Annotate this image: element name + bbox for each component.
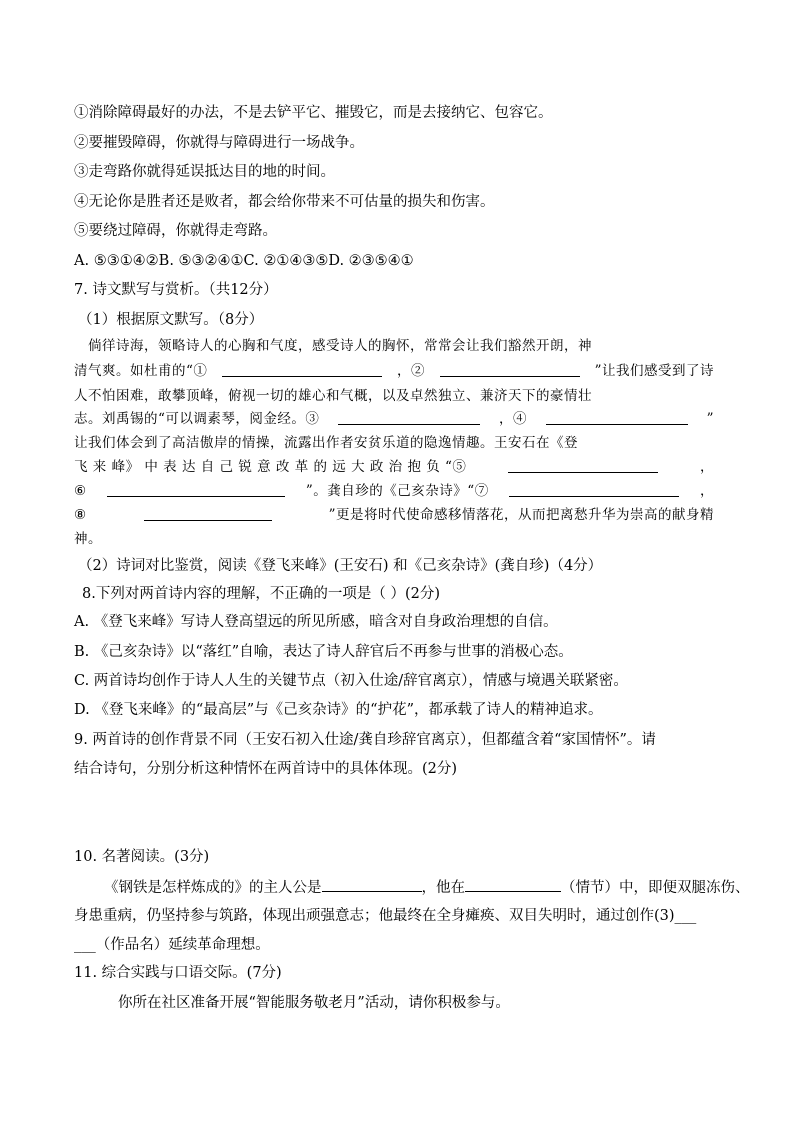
- passage-line-4: [74, 410, 714, 428]
- passage-text: ，④: [499, 411, 527, 427]
- item-1: ①消除障碍最好的办法，不是去铲平它、摧毁它，而是去接纳它、包容它。: [74, 105, 553, 121]
- passage-text: ”。龚自珍的《己亥杂诗》“⑦: [305, 483, 489, 499]
- passage-text: ⑥: [74, 483, 87, 499]
- q8-option-a: A. 《登飞来峰》写诗人登高望远的所见所感，暗含对自身政治理想的自信。: [74, 614, 558, 630]
- q10-line-1: [104, 877, 750, 897]
- q10-text: （情节）中，即便双腿冻伤、: [561, 880, 750, 896]
- q10-text: ，他在: [421, 880, 465, 896]
- q9-line-2: 结合诗句，分别分析这种情怀在两首诗中的具体体现。(2分): [74, 761, 458, 777]
- passage-line-7: [74, 482, 714, 500]
- q9-line-1: 9. 两首诗的创作背景不同（王安石初入仕途/龚自珍辞官离京），但都蕴含着“家国情怀”。请: [74, 732, 656, 748]
- q11-title: 11. 综合实践与口语交际。(7分): [74, 965, 282, 981]
- item-4: ④无论你是胜者还是败者，都会给你带来不可估量的损失和伤害。: [74, 194, 495, 210]
- q8-option-d: D. 《登飞来峰》的“最高层”与《己亥杂诗》的“护花”，都承载了诗人的精神追求。: [74, 702, 603, 718]
- answer-blank-3[interactable]: [338, 410, 480, 425]
- passage-line-2: [74, 362, 714, 380]
- passage-text: ”: [706, 411, 714, 427]
- passage-text: ”让我们感受到了诗: [594, 363, 714, 379]
- passage-text: ，: [700, 459, 714, 475]
- passage-line-1: 倘徉诗海，领略诗人的心胸和气度，感受诗人的胸怀，常常会让我们豁然开朗，神: [88, 338, 592, 354]
- q10-title: 10. 名著阅读。(3分): [74, 849, 210, 865]
- q10-line-3: ___（作品名）延续革命理想。: [74, 937, 270, 953]
- item-5: ⑤要绕过障碍，你就得走弯路。: [74, 223, 277, 239]
- passage-line-3: 人不怕困难，敢攀顶峰，俯视一切的雄心和气概，以及卓然独立、兼济天下的豪情壮: [74, 388, 592, 404]
- q7-part2-title: （2）诗词对比鉴赏，阅读《登飞来峰》(王安石) 和《己亥杂诗》(龚自珍)（4分）: [78, 558, 603, 574]
- passage-text: ⑧: [74, 507, 87, 523]
- q7-title: 7. 诗文默写与赏析。（共12分）: [74, 282, 278, 298]
- item-2: ②要摧毁障碍，你就得与障碍进行一场战争。: [74, 135, 364, 151]
- passage-text: 飞 来 峰》 中 表 达 自 己 锐 意 改 革 的 远 大 政 治 抱 负 “⑤: [74, 459, 467, 475]
- answer-blank-2[interactable]: [440, 362, 580, 377]
- q11-body: 你所在社区准备开展“智能服务敬老月”活动，请你积极参与。: [118, 995, 510, 1011]
- q10-text: 《钢铁是怎样炼成的》的主人公是: [104, 880, 322, 896]
- item-3: ③走弯路你就得延误抵达目的地的时间。: [74, 164, 335, 180]
- q8-title: 8.下列对两首诗内容的理解，不正确的一项是（ ）(2分): [82, 586, 440, 602]
- answer-blank-4[interactable]: [546, 410, 688, 425]
- passage-text: ，: [699, 483, 714, 499]
- answer-blank-7[interactable]: [509, 482, 679, 497]
- passage-text: 志。刘禹锡的“可以调素琴，阅金经。③: [74, 411, 320, 427]
- q10-blank-1[interactable]: [322, 877, 422, 892]
- q10-blank-2[interactable]: [465, 877, 561, 892]
- passage-line-5: 让我们体会到了高洁傲岸的情操，流露出作者安贫乐道的隐逸情趣。王安石在《登: [74, 435, 578, 451]
- answer-blank-5[interactable]: [508, 458, 658, 473]
- q10-line-2: 身患重病，仍坚持参与筑路，体现出顽强意志；他最终在全身瘫痪、双目失明时，通过创作(3)___: [74, 908, 697, 924]
- passage-line-9: 神。: [74, 531, 102, 547]
- q6-options: A. ⑤③①④②B. ⑤③②④①C. ②①④③⑤D. ②③⑤④①: [74, 253, 414, 269]
- q8-option-c: C. 两首诗均创作于诗人人生的关键节点（初入仕途/辞官离京），情感与境遇关联紧密。: [74, 673, 628, 689]
- answer-blank-8[interactable]: [144, 506, 272, 521]
- q8-option-b: B. 《己亥杂诗》以“落红”自喻，表达了诗人辞官后不再参与世事的消极心态。: [74, 644, 573, 660]
- passage-line-6: [74, 458, 714, 476]
- answer-blank-1[interactable]: [222, 362, 382, 377]
- q7-part1-title: （1）根据原文默写。（8分）: [78, 312, 264, 328]
- passage-line-8: [74, 506, 714, 524]
- passage-text: ，②: [397, 363, 425, 379]
- passage-text: 清气爽。如杜甫的“①: [74, 363, 208, 379]
- answer-blank-6[interactable]: [107, 482, 285, 497]
- passage-text: ”更是将时代使命感移情落花，从而把离愁升华为崇高的献身精: [328, 507, 714, 523]
